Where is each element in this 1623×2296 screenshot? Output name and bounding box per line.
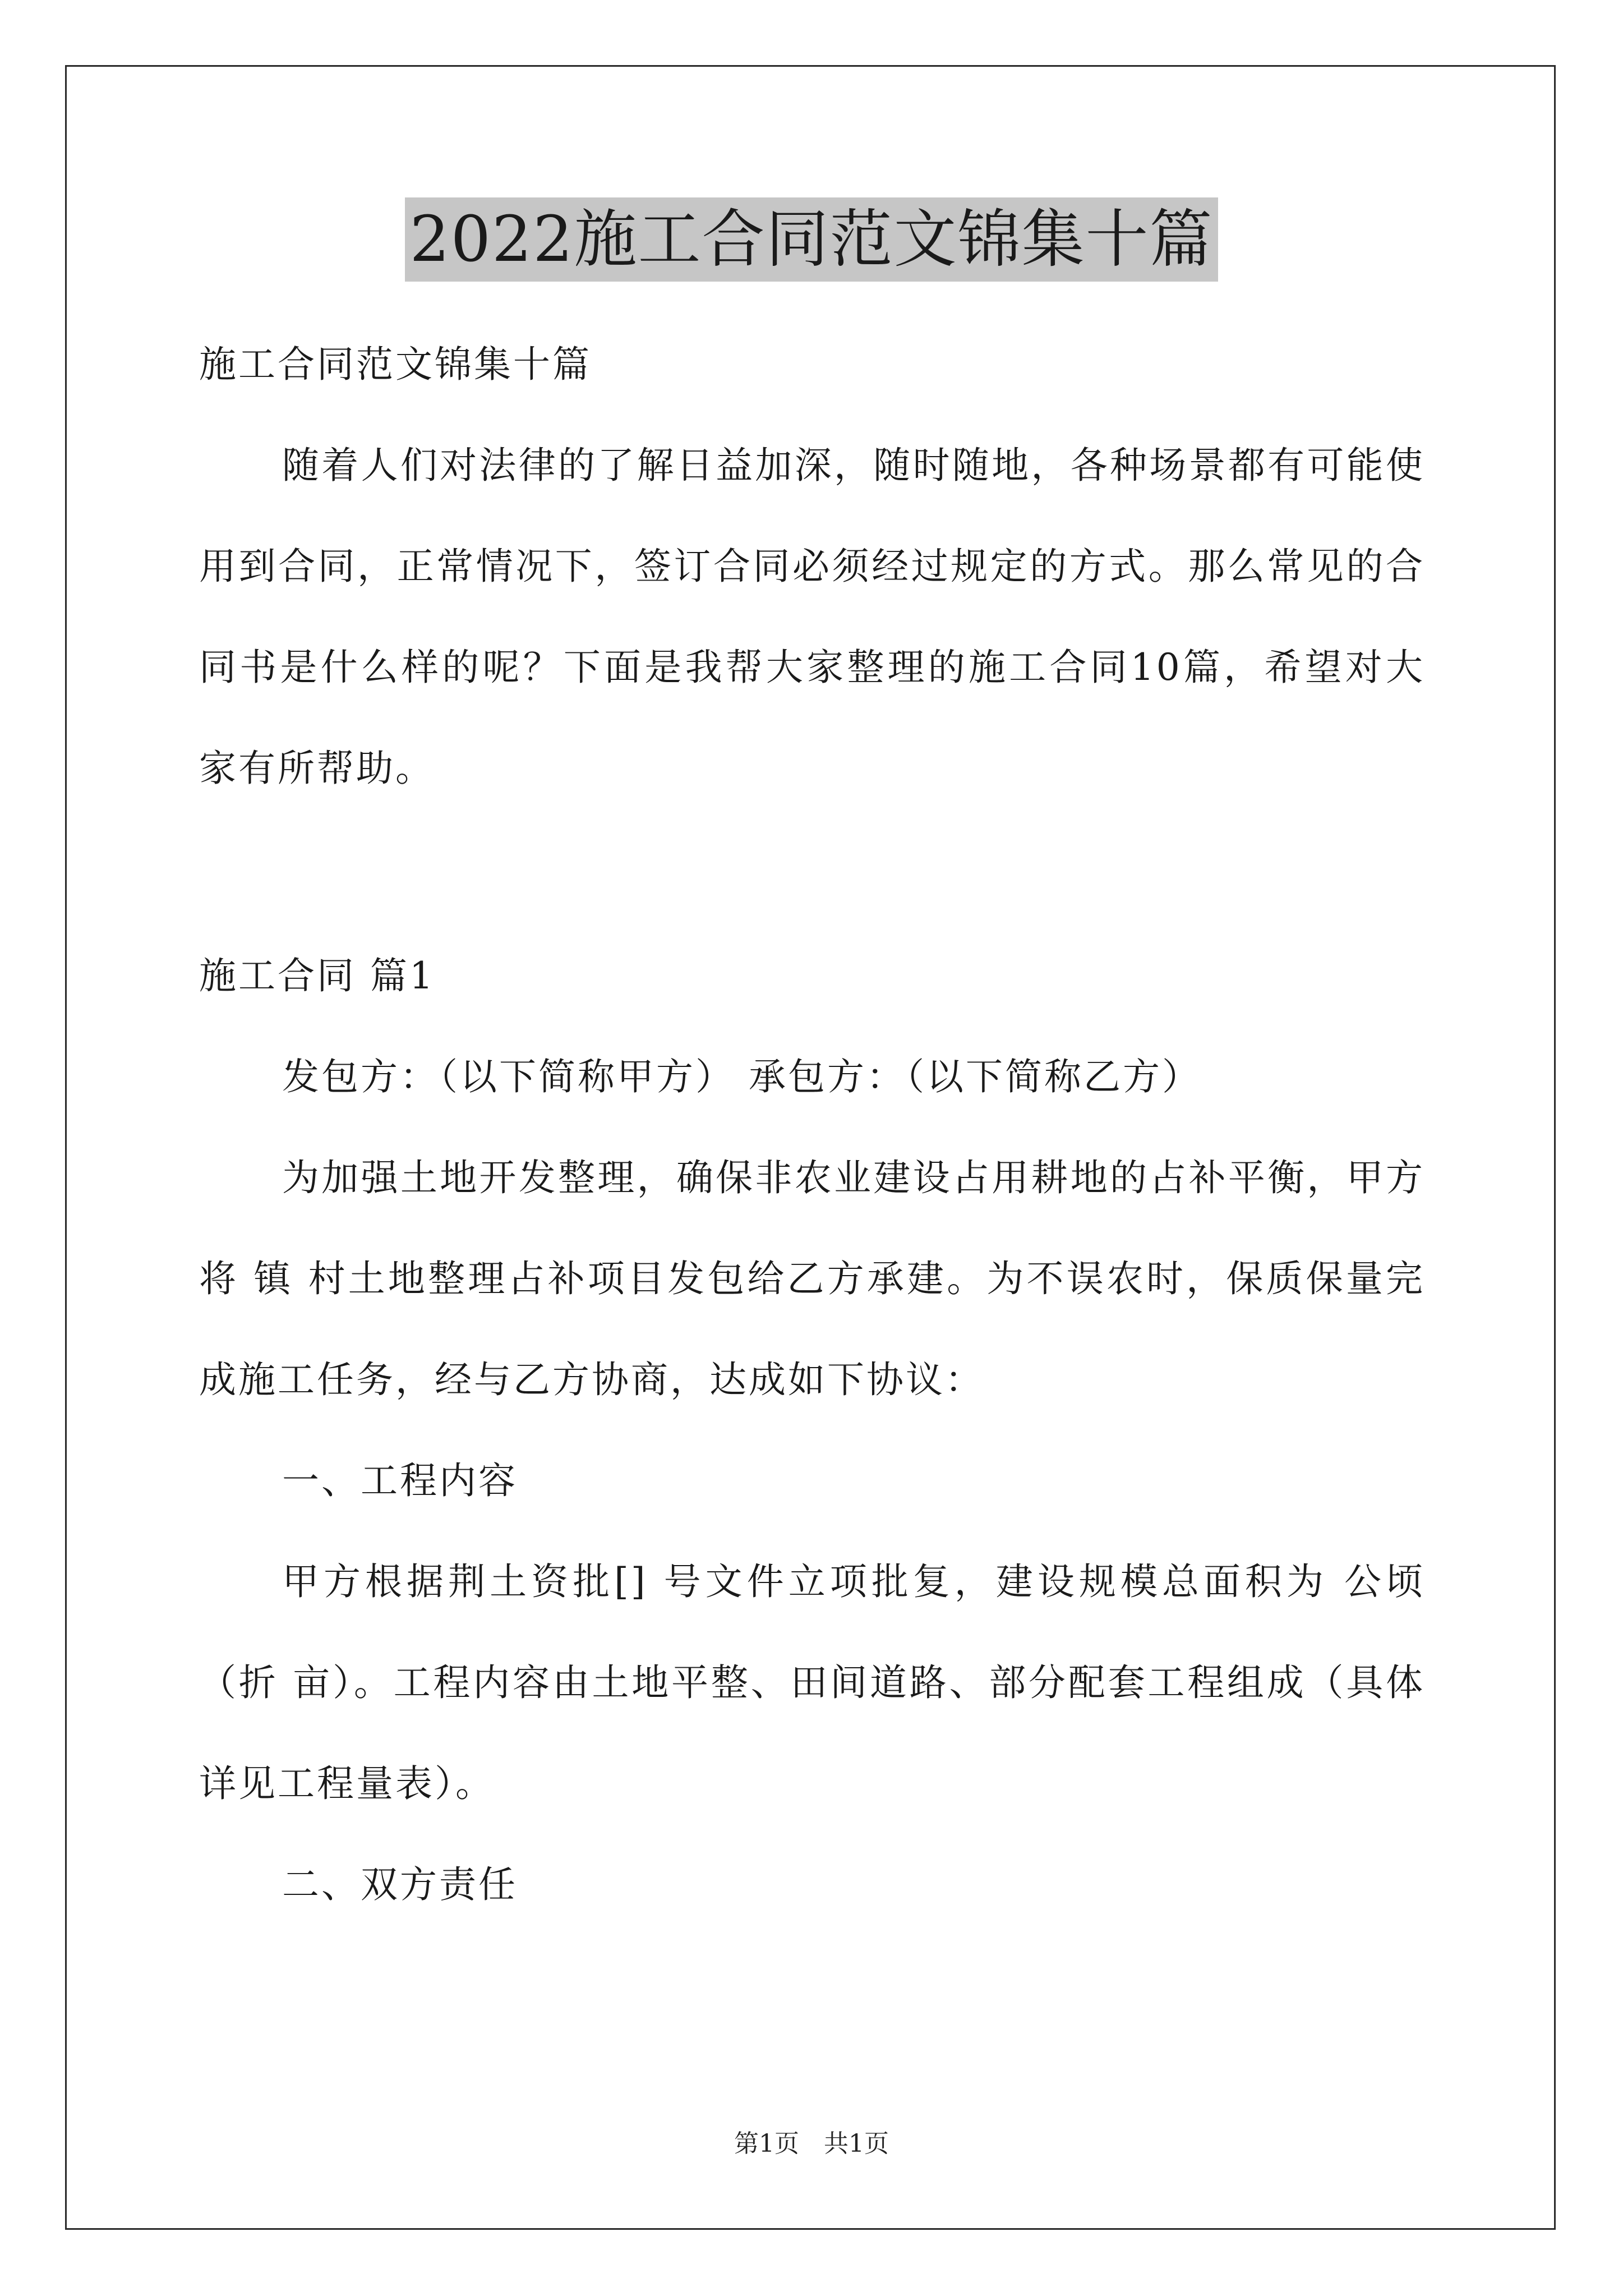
document-title: 2022施工合同范文锦集十篇 [405, 197, 1218, 282]
purpose-paragraph: 为加强土地开发整理，确保非农业建设占用耕地的占补平衡，甲方将 镇 村土地整理占补项目发包给乙方承建。为不误农时，保质保量完成施工任务，经与乙方协商，达成如下协议： [199, 1156, 1425, 1401]
section-gap [199, 819, 1425, 926]
document-body [199, 314, 1425, 1935]
page-number-total: 共1页 [824, 2129, 889, 2158]
title-container [0, 197, 1623, 282]
item2-heading: 二、双方责任 [282, 1863, 518, 1906]
item1-body: 甲方根据荆土资批[] 号文件立项批复，建设规模总面积为 公顷（折 亩）。工程内容由土地平整、田间道路、部分配套工程组成（具体详见工程量表）。 [199, 1560, 1425, 1805]
intro-paragraph: 随着人们对法律的了解日益加深，随时随地，各种场景都有可能使用到合同，正常情况下，签订合同必须经过规定的方式。那么常见的合同书是什么样的呢？下面是我帮大家整理的施工合同10篇，希望对大家有所帮助。 [199, 444, 1425, 790]
document-subtitle: 施工合同范文锦集十篇 [199, 343, 592, 386]
item1-heading: 一、工程内容 [282, 1459, 518, 1502]
page-footer [0, 2127, 1623, 2161]
page-number-current: 第1页 [734, 2129, 799, 2158]
parties-paragraph: 发包方：（以下简称甲方） 承包方：（以下简称乙方） [282, 1055, 1201, 1098]
section-heading: 施工合同 篇1 [199, 954, 435, 997]
